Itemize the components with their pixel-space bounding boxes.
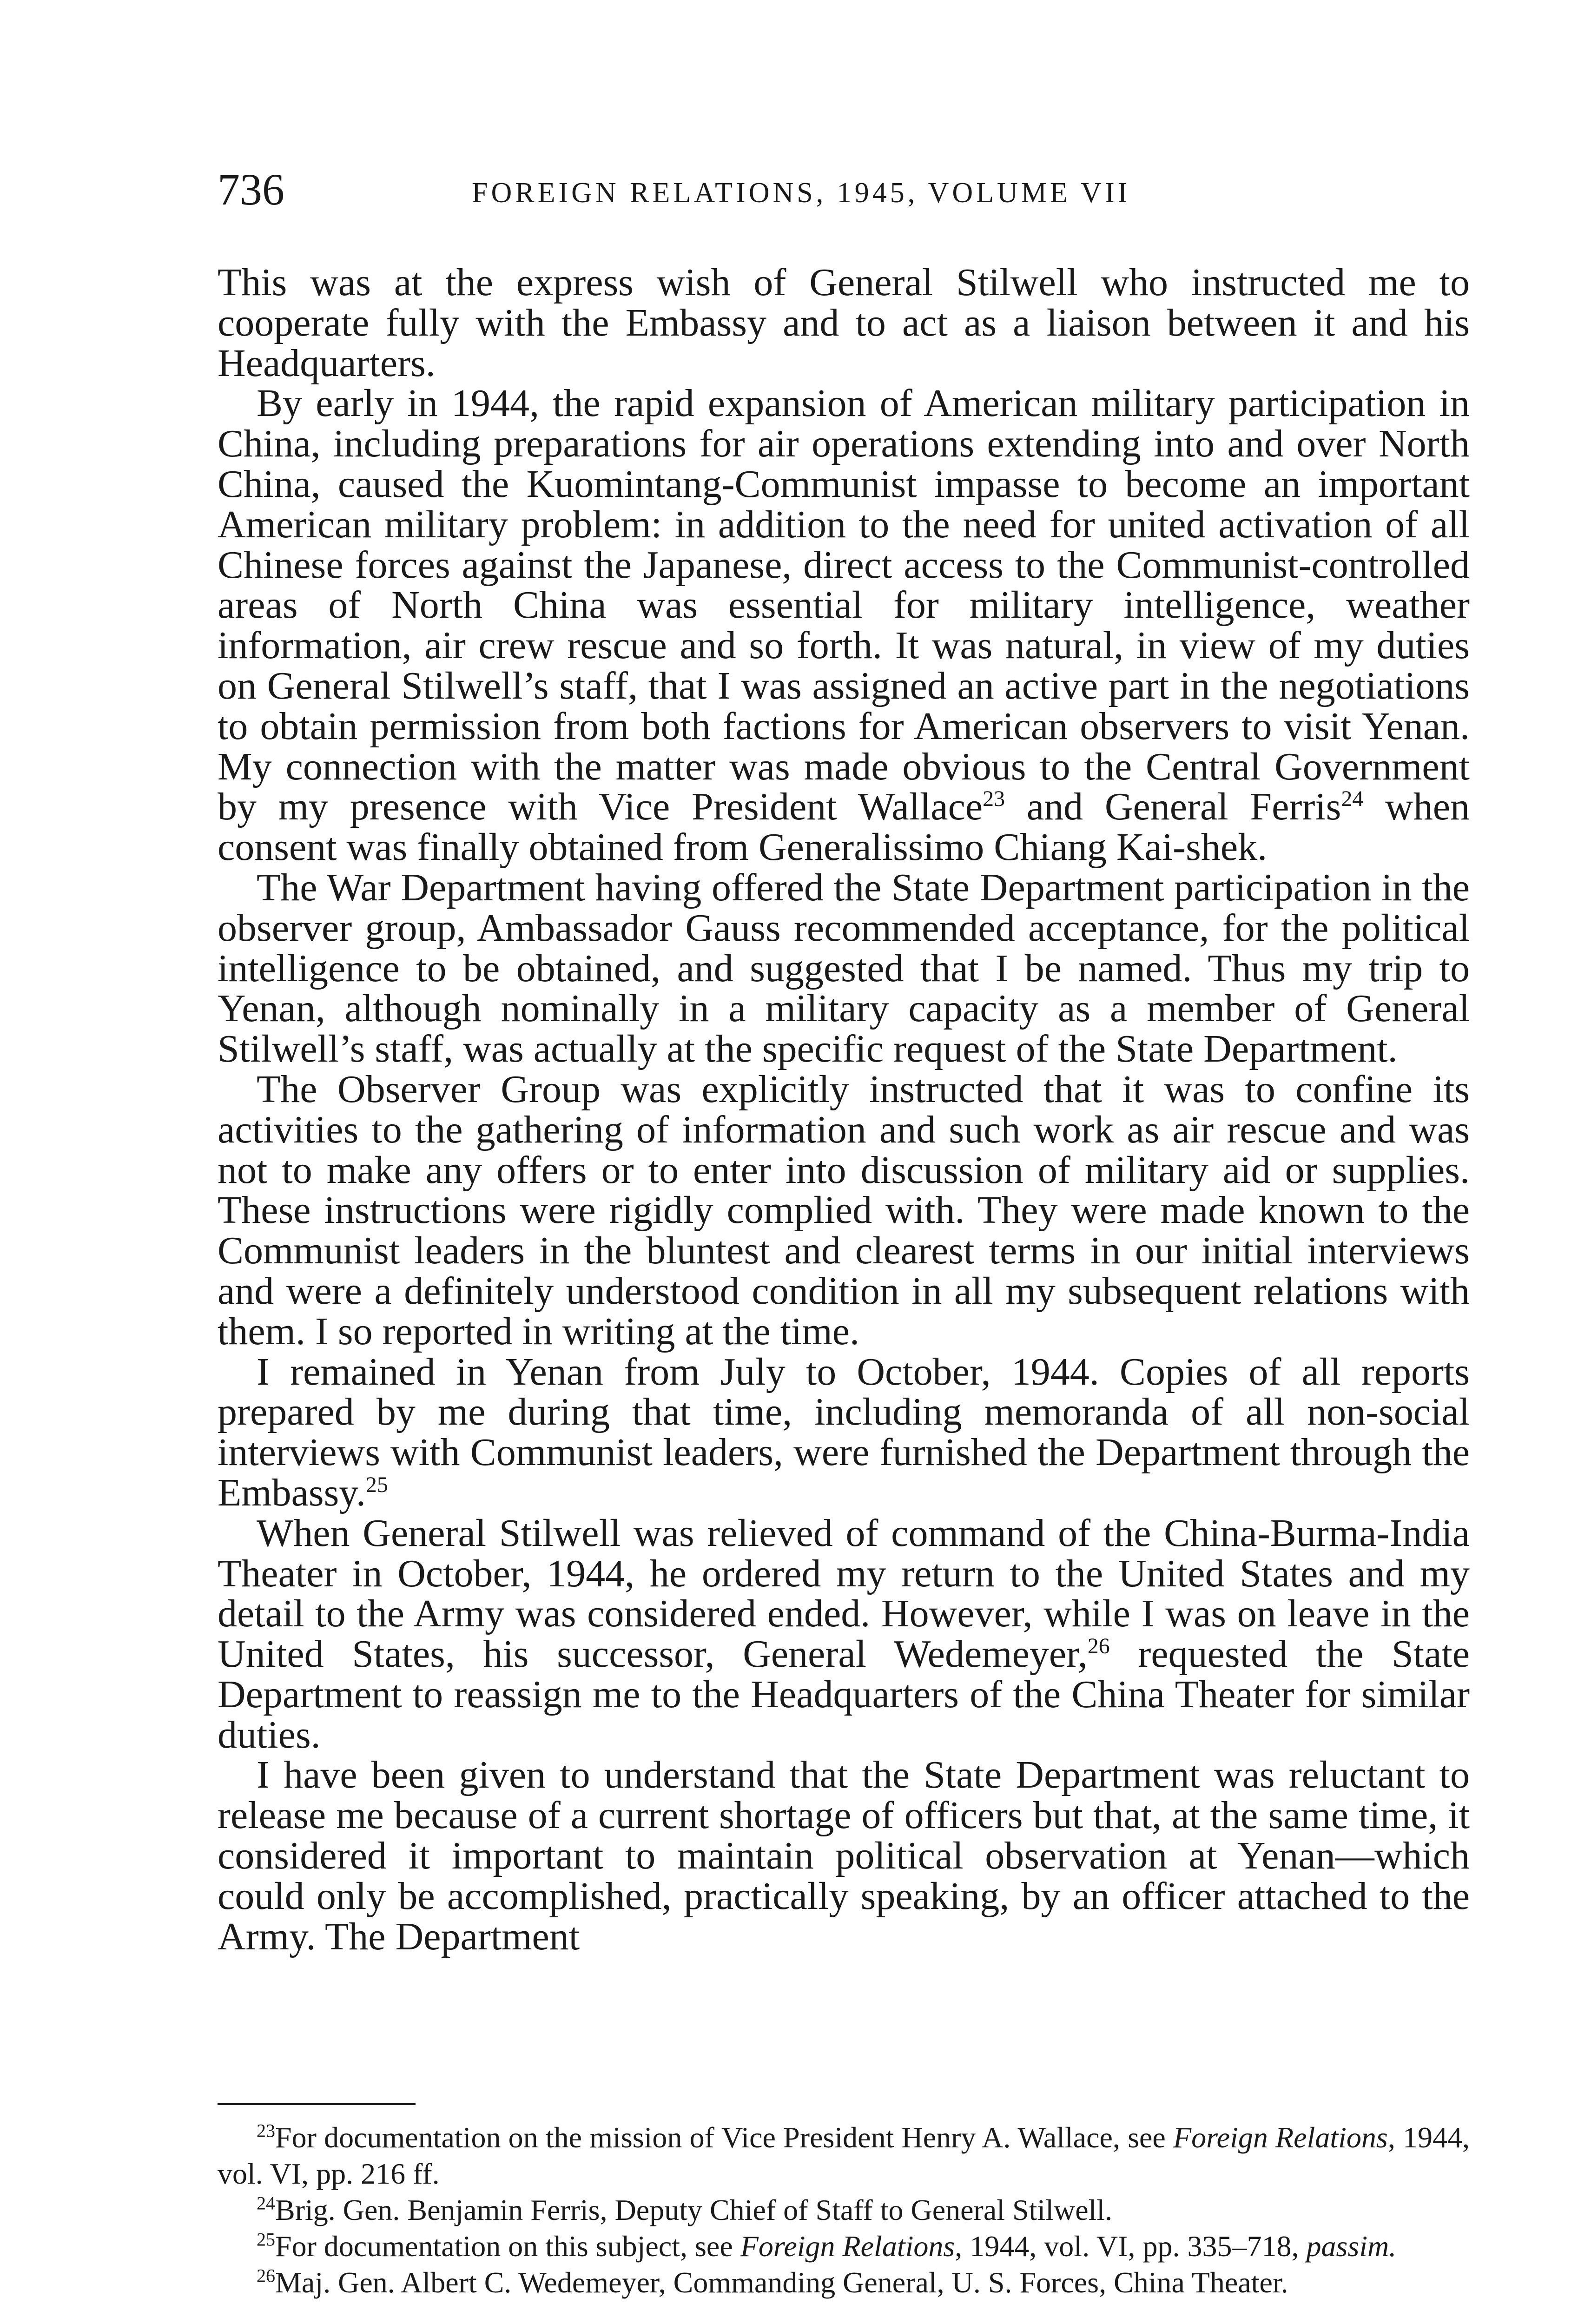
paragraph-1: This was at the express wish of General Stilwell who instructed me to cooperate fully with the Embassy and to act as a liaison between it and his Headquarters. bbox=[218, 261, 1470, 385]
footnote-text: , 1944, vol. VI, pp. 216 ff. bbox=[218, 2121, 1470, 2190]
footnote-25 bbox=[218, 2228, 1470, 2265]
footnote-ref-25[interactable]: 25 bbox=[365, 1472, 388, 1497]
footnote-text: For documentation on this subject, see bbox=[275, 2230, 740, 2263]
page-number: 736 bbox=[218, 165, 284, 214]
footnote-number: 24 bbox=[257, 2192, 275, 2214]
footnote-number: 23 bbox=[257, 2120, 275, 2141]
paragraph-3: The War Department having offered the State Department participation in the observer group, Ambassador Gauss recommended acceptance, for the political intelligence to be obtained, and suggested that I be named. Thus my trip to Yenan, although nominally in a military capacity as a member of General Stilwell’s staff, was actually at the specific request of the State Department. bbox=[218, 865, 1470, 1071]
footnote-26 bbox=[218, 2265, 1470, 2301]
running-title: FOREIGN RELATIONS, 1945, VOLUME VII bbox=[472, 177, 1131, 209]
paragraph-7: I have been given to understand that the State Department was reluctant to release me because of a current shortage of officers but that, at the same time, it considered it important to maintain political observation at Yenan—which could only be accomplished, practically speaking, by an officer attached to the Army. The Department bbox=[218, 1753, 1470, 1958]
footnote-ref-23[interactable]: 23 bbox=[983, 786, 1005, 812]
footnote-italic-passim: passim. bbox=[1306, 2230, 1397, 2263]
paragraph-5 bbox=[218, 1352, 1470, 1513]
footnote-24 bbox=[218, 2192, 1470, 2228]
footnotes bbox=[218, 2119, 1470, 2301]
paragraph-2-part-b: and General Ferris bbox=[1005, 785, 1341, 829]
footnote-ref-26[interactable]: 26 bbox=[1087, 1634, 1110, 1659]
footnote-italic-title: Foreign Relations bbox=[1173, 2121, 1388, 2154]
footnote-number: 25 bbox=[257, 2229, 275, 2250]
footnote-text: Brig. Gen. Benjamin Ferris, Deputy Chief of Staff to General Stilwell. bbox=[275, 2193, 1113, 2226]
footnote-italic-title: Foreign Relations bbox=[740, 2230, 955, 2263]
footnote-23 bbox=[218, 2119, 1470, 2192]
paragraph-6-part-b: requested the State Department to reassign me to the Headquarters of the China Theater for similar duties. bbox=[218, 1632, 1470, 1756]
footnote-text: For documentation on the mission of Vice President Henry A. Wallace, see bbox=[275, 2121, 1174, 2154]
paragraph-2 bbox=[218, 383, 1470, 868]
body-text bbox=[218, 263, 1470, 1957]
footnote-divider bbox=[218, 2103, 416, 2105]
paragraph-6-part-a: When General Stilwell was relieved of command of the China-Burma-India Theater in October, 1944, he ordered my return to the United States and my detail to the Army was considered ended. However, while I was on leave in the United States, his successor, General Wedemeyer, bbox=[218, 1511, 1470, 1676]
paragraph-5-part-a: I remained in Yenan from July to October, 1944. Copies of all reports prepared by me during that time, including memoranda of all non-social interviews with Communist leaders, were furnished the Department through the Embassy. bbox=[218, 1350, 1470, 1514]
footnote-ref-24[interactable]: 24 bbox=[1341, 786, 1364, 812]
paragraph-2-part-c: when consent was finally obtained from Generalissimo Chiang Kai-shek. bbox=[218, 785, 1470, 869]
footnote-number: 26 bbox=[257, 2265, 275, 2286]
footnote-text: Maj. Gen. Albert C. Wedemeyer, Commanding General, U. S. Forces, China Theater. bbox=[275, 2266, 1288, 2299]
paragraph-2-part-a: By early in 1944, the rapid expansion of American military participation in China, including preparations for air operations extending into and over North China, caused the Kuomintang-Communist impasse to become an important American military problem: in addition to the need for united activation of all Chinese forces against the Japanese, direct access to the Communist-controlled areas of North China was essential for military intelligence, weather information, air crew rescue and so forth. It was natural, in view of my duties on General Stilwell’s staff, that I was assigned an active part in the negotiations to obtain permission from both factions for American observers to visit Yenan. My connection with the matter was made obvious to the Central Government by my presence with Vice President Wallace bbox=[218, 382, 1470, 829]
footnote-text: , 1944, vol. VI, pp. 335–718, bbox=[955, 2230, 1307, 2263]
paragraph-4: The Observer Group was explicitly instructed that it was to confine its activities to the gathering of information and such work as air rescue and was not to make any offers or to enter into discussion of military aid or supplies. These instructions were rigidly complied with. They were made known to the Communist leaders in the bluntest and clearest terms in our initial interviews and were a definitely understood condition in all my subsequent relations with them. I so reported in writing at the time. bbox=[218, 1067, 1470, 1353]
paragraph-6 bbox=[218, 1513, 1470, 1756]
